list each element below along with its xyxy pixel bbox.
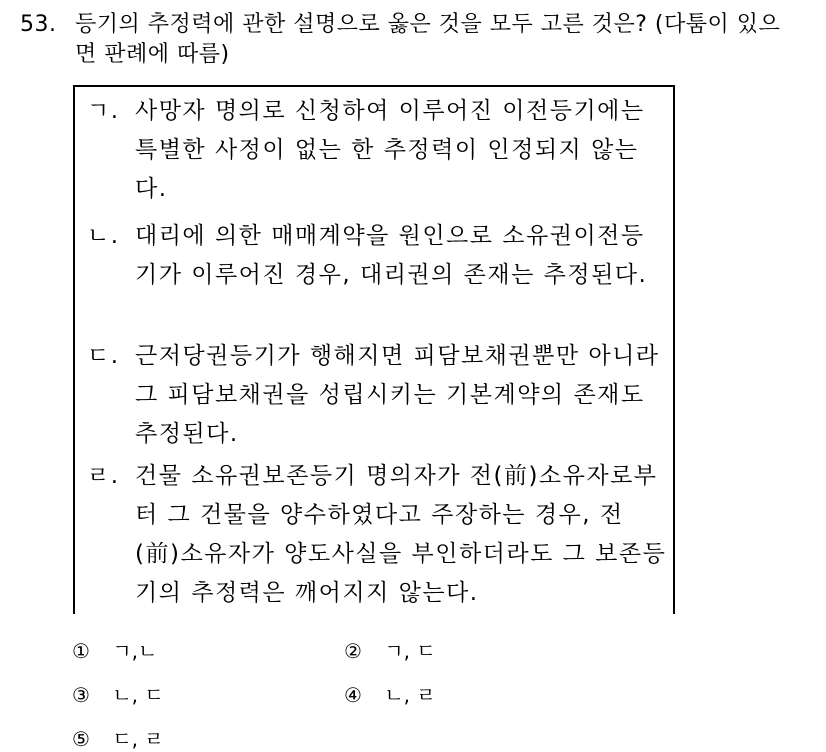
choice-number: ③ [72,683,90,707]
statement-box [73,85,675,614]
statement-text: 사망자 명의로 신청하여 이루어진 이전등기에는 특별한 사정이 없는 한 추정력이 인정되지 않는다. [135,98,645,202]
statement-marker: ㄴ. [87,223,120,249]
choice-number: ⑤ [72,727,90,751]
statement-item [87,337,667,454]
statement-item [87,217,667,295]
statement-text: 건물 소유권보존등기 명의자가 전(前)소유자로부터 그 건물을 양수하였다고 주장하는 경우, 전(前)소유자가 양도사실을 부인하더라도 그 보존등기의 추정력은 깨어지지 않는다. [135,463,667,606]
choice-text: ㄴ, ㄷ [112,683,164,707]
choice-number: ① [72,639,90,663]
answer-choice-2[interactable] [344,635,436,664]
statement-marker: ㄷ. [87,343,120,369]
choice-text: ㄱ,ㄴ [112,639,158,663]
choice-text: ㄴ, ㄹ [384,683,436,707]
statement-text: 근저당권등기가 행해지면 피담보채권뿐만 아니라 그 피담보채권을 성립시키는 기본계약의 존재도 추정된다. [135,343,660,447]
statement-marker: ㄹ. [87,463,120,489]
question-text: 등기의 추정력에 관한 설명으로 옳은 것을 모두 고른 것은? (다툼이 있으면 판례에 따름) [75,12,781,67]
question [20,10,800,70]
statement-item [87,457,667,613]
choice-number: ② [344,639,362,663]
answer-choice-5[interactable] [72,723,164,752]
choice-number: ④ [344,683,362,707]
choice-text: ㄷ, ㄹ [112,727,164,751]
choice-text: ㄱ, ㄷ [384,639,436,663]
question-number: 53. [20,12,57,37]
statement-text: 대리에 의한 매매계약을 원인으로 소유권이전등기가 이루어진 경우, 대리권의 존재는 추정된다. [135,223,648,288]
statement-marker: ㄱ. [87,98,120,124]
answer-choice-1[interactable] [72,635,157,664]
statement-item [87,92,667,209]
answer-choice-3[interactable] [72,679,164,708]
answer-choice-4[interactable] [344,679,436,708]
